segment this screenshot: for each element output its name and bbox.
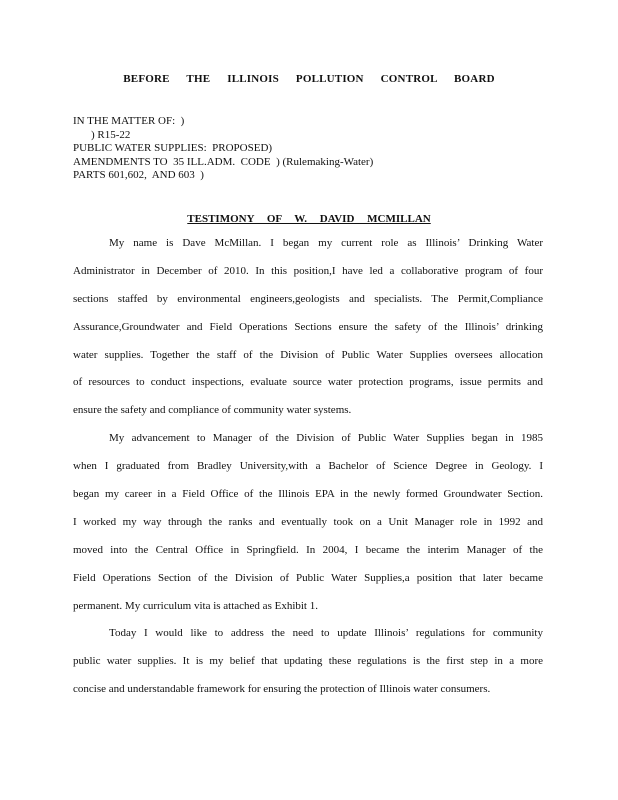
caption-line: PARTS 601,602, AND 603 ) <box>73 169 204 181</box>
text-line: Assurance,Groundwater and Field Operations Sections ensure the safety of the Illinois’ drinking <box>73 320 543 333</box>
text-line: public water supplies. It is my belief that updating these regulations is the first step in a more <box>73 655 543 668</box>
text-line: Today I would like to address the need to update Illinois’ regulations for community <box>109 627 543 640</box>
testimony-heading <box>0 213 618 225</box>
caption-line: IN THE MATTER OF: ) <box>73 115 185 127</box>
text-line: when I graduated from Bradley University,with a Bachelor of Science Degree in Geology. I <box>73 460 543 473</box>
text-line: began my career in a Field Office of the Illinois EPA in the newly formed Groundwater Section. <box>73 488 543 501</box>
text-line: sections staffed by environmental engineers,geologists and specialists. The Permit,Compliance <box>73 292 543 305</box>
text-line: ensure the safety and compliance of community water systems. <box>73 404 352 417</box>
document-title: BEFORE THE ILLINOIS POLLUTION CONTROL BOARD <box>123 73 495 85</box>
text-line: My name is Dave McMillan. I began my current role as Illinois’ Drinking Water <box>109 237 543 249</box>
text-line: permanent. My curriculum vita is attached as Exhibit 1. <box>73 599 318 612</box>
text-line: moved into the Central Office in Springfield. In 2004, I became the interim Manager of the <box>73 543 543 556</box>
text-line: My advancement to Manager of the Division of Public Water Supplies began in 1985 <box>109 432 543 445</box>
text-line: I worked my way through the ranks and eventually took on a Unit Manager role in 1992 and <box>73 515 543 528</box>
caption-line: ) R15-22 <box>91 128 131 141</box>
case-caption <box>73 115 373 183</box>
testimony-heading-text: TESTIMONY OF W. DAVID MCMILLAN <box>187 213 431 225</box>
text-line: of resources to conduct inspections, evaluate source water protection programs, issue permits and <box>73 376 543 389</box>
testimony-body <box>73 237 543 711</box>
text-line: Field Operations Section of the Division of Public Water Supplies,a position that later became <box>73 571 543 584</box>
caption-line: AMENDMENTS TO 35 ILL.ADM. CODE ) (Rulemaking-Water) <box>73 155 374 168</box>
text-line: concise and understandable framework for ensuring the protection of Illinois water consumers. <box>73 683 491 696</box>
text-line: Administrator in December of 2010. In this position,I have led a collaborative program of four <box>73 264 543 277</box>
caption-line: PUBLIC WATER SUPPLIES: PROPOSED) <box>73 142 273 154</box>
text-line: water supplies. Together the staff of the Division of Public Water Supplies oversees allocation <box>73 348 543 361</box>
